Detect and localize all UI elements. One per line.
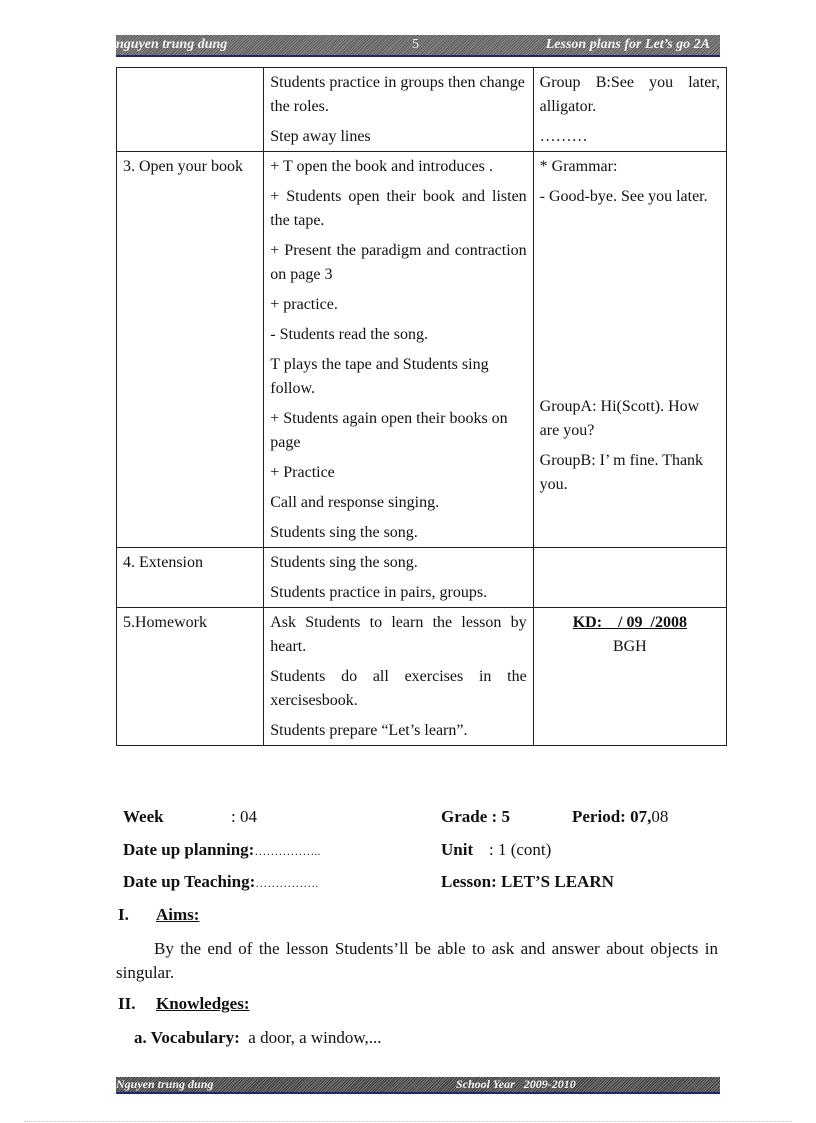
date-teaching-label: Date up Teaching: [123, 872, 256, 891]
content-spacer [540, 215, 720, 395]
date-planning-label: Date up planning: [123, 840, 255, 859]
activity-line: Ask Students to learn the lesson by heart. [270, 614, 527, 655]
activity-line: Students practice in groups then change the roles. [270, 74, 525, 115]
unit-label: Unit [441, 840, 474, 859]
footer-school-year: School Year 2009-2010 [456, 1077, 576, 1091]
activity-line: + Students open their book and listen the tape. [270, 188, 527, 229]
table-row [117, 152, 727, 548]
content-line: GroupA: Hi(Scott). How are you? [539, 398, 700, 439]
kd-signature-label: BGH [612, 638, 647, 655]
aims-number: I. [118, 905, 129, 924]
date-planning-dots: …………….. [254, 844, 321, 858]
activity-line: Students practice in pairs, groups. [270, 584, 488, 601]
vocabulary-text: a door, a window,... [248, 1028, 382, 1047]
unit-value: : 1 (cont) [489, 840, 552, 859]
aims-title: Aims: [156, 905, 200, 924]
knowledges-number: II. [118, 994, 136, 1013]
stage-cell: 3. Open your book [117, 152, 264, 548]
lesson-value: LET’S LEARN [500, 872, 614, 891]
period-label: Period: 0 [572, 807, 639, 826]
period-value-rest: 08 [651, 807, 669, 826]
kd-date: KD: / 09 /2008 [572, 614, 687, 631]
activity-line: + Students again open their books on page [270, 410, 508, 451]
activities-cell [264, 152, 533, 548]
vocabulary-label: a. Vocabulary: [134, 1028, 240, 1047]
activity-line: Students sing the song. [270, 524, 418, 541]
period-value-bold: 7, [638, 807, 652, 826]
activity-line: Students do all exercises in the xercisesbook. [270, 668, 527, 709]
aims-text: By the end of the lesson Students’ll be able to ask and answer about objects in singular. [116, 939, 718, 982]
stage-cell [117, 68, 264, 152]
approval-cell [533, 608, 726, 746]
header-author: nguyen trung dung [116, 37, 228, 52]
aims-heading [118, 905, 199, 925]
content-line: * Grammar: [539, 158, 618, 175]
content-line: GroupB: I’ m fine. Thank you. [539, 452, 704, 493]
activity-line: + Present the paradigm and contraction on page 3 [270, 242, 527, 283]
lesson-procedure-table [116, 67, 727, 746]
activity-line: + T open the book and introduces . [270, 158, 493, 175]
page-footer [116, 1077, 720, 1094]
content-cell [533, 68, 726, 152]
activity-line: Students prepare “Let’s learn”. [270, 722, 468, 739]
stage-cell: 4. Extension [117, 548, 264, 608]
date-planning-line [123, 840, 320, 860]
table-row [117, 608, 727, 746]
grade-value: 5 [501, 807, 510, 826]
activity-line: + Practice [270, 464, 335, 481]
period-line [572, 807, 668, 827]
content-line: - Good-bye. See you later. [539, 188, 708, 205]
content-cell [533, 548, 726, 608]
knowledges-heading [118, 994, 250, 1014]
week-value: : 04 [231, 807, 257, 826]
content-line: Group B:See you later, alligator. [539, 74, 720, 115]
activity-line: + practice. [270, 296, 338, 313]
content-cell [533, 152, 726, 548]
table-row [117, 548, 727, 608]
stage-cell: 5.Homework [117, 608, 264, 746]
table-row [117, 68, 727, 152]
activity-line: Step away lines [270, 128, 371, 145]
date-teaching-dots: ……………. [255, 876, 319, 890]
activities-cell [264, 608, 533, 746]
activity-line: - Students read the song. [270, 326, 428, 343]
date-teaching-line [123, 872, 318, 892]
activity-line: T plays the tape and Students sing follow. [270, 356, 489, 397]
header-page-number: 5 [412, 37, 419, 52]
activity-line: Students sing the song. [270, 554, 418, 571]
content-line: ……… [539, 128, 588, 145]
footer-author: Nguyen trung dung [116, 1077, 214, 1091]
grade-label: Grade : [441, 807, 502, 826]
lesson-line [441, 872, 614, 892]
activities-cell [264, 548, 533, 608]
header-title: Lesson plans for Let’s go 2A [545, 37, 710, 52]
lesson-label: Lesson: [441, 872, 501, 891]
vocabulary-line [134, 1028, 382, 1048]
page-bottom-divider [24, 1121, 792, 1122]
activity-line: Call and response singing. [270, 494, 440, 511]
week-label: Week [123, 807, 164, 826]
knowledges-title: Knowledges: [156, 994, 250, 1013]
grade-line [441, 807, 510, 827]
activities-cell [264, 68, 533, 152]
page-header [116, 35, 720, 57]
